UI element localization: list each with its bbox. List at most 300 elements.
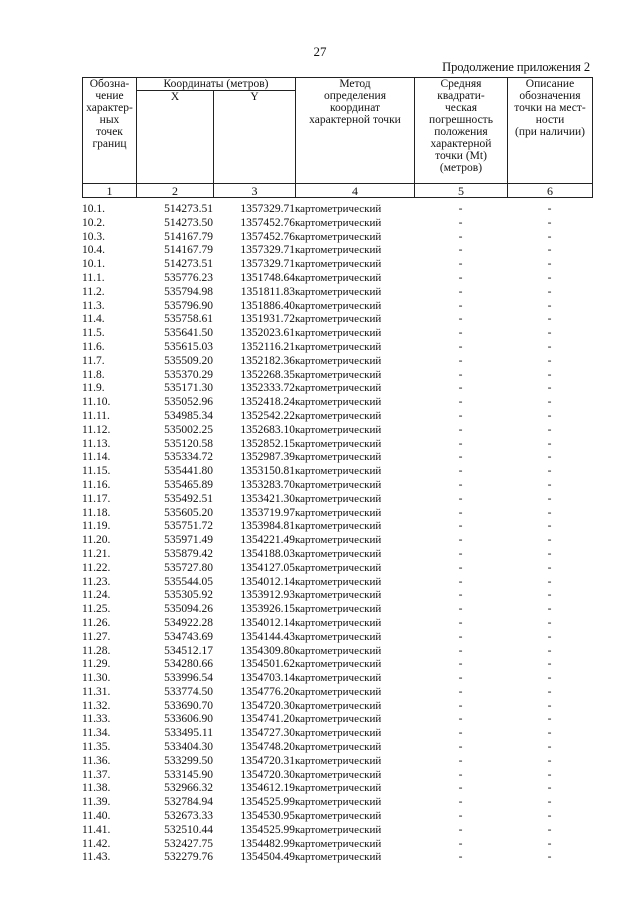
- description-value: -: [547, 299, 552, 312]
- point-id: 11.39.: [82, 796, 111, 809]
- column-number: 6: [508, 184, 593, 198]
- method: картометрический: [295, 465, 382, 478]
- point-id: 10.1.: [82, 203, 105, 215]
- table-row: [82, 382, 592, 396]
- description-value: -: [547, 768, 552, 781]
- table-row: [82, 244, 592, 258]
- x-coordinate: 532673.33: [164, 810, 213, 823]
- method: картометрический: [295, 437, 382, 450]
- table-row: [82, 410, 592, 424]
- y-coordinate: 1354188.03: [240, 547, 295, 560]
- method: картометрический: [295, 713, 382, 726]
- description-value: -: [547, 713, 552, 726]
- y-coordinate: 1352116.21: [240, 340, 295, 353]
- x-coordinate: 535052.96: [164, 396, 213, 409]
- point-id: 11.10.: [82, 396, 111, 409]
- x-coordinate: 533145.90: [164, 768, 213, 781]
- y-coordinate: 1354720.30: [240, 768, 295, 781]
- y-coordinate: 1353984.81: [240, 520, 295, 533]
- x-coordinate: 514273.51: [164, 203, 213, 215]
- method: картометрический: [295, 644, 382, 657]
- table-row: [82, 824, 592, 838]
- description-value: -: [547, 630, 552, 643]
- table-header: [82, 77, 593, 198]
- x-coordinate: 535727.80: [164, 561, 213, 574]
- header-line: характерной точки: [309, 114, 401, 126]
- y-coordinate: 1354144.43: [240, 630, 295, 643]
- column-number: 1: [83, 184, 137, 198]
- description-value: -: [547, 603, 552, 616]
- method: картометрический: [295, 258, 382, 271]
- table-row: [82, 686, 592, 700]
- header-line: точки (Mt): [435, 150, 487, 162]
- method: картометрический: [295, 340, 382, 353]
- point-id: 10.3.: [82, 230, 105, 243]
- point-id: 11.19.: [82, 520, 111, 533]
- error-value: -: [458, 616, 463, 629]
- error-value: -: [458, 534, 463, 547]
- y-coordinate: 1353719.97: [240, 506, 295, 519]
- point-id: 11.4.: [82, 313, 105, 326]
- table-row: [82, 727, 592, 741]
- error-value: -: [458, 465, 463, 478]
- x-coordinate: 535796.90: [164, 299, 213, 312]
- error-value: -: [458, 520, 463, 533]
- description-value: -: [547, 520, 552, 533]
- x-coordinate: 535334.72: [164, 451, 213, 464]
- description-value: -: [547, 644, 552, 657]
- y-coordinate: 1354727.30: [240, 727, 295, 740]
- error-value: -: [458, 796, 463, 809]
- y-coordinate: 1354482.99: [240, 837, 295, 850]
- y-coordinate: 1352542.22: [240, 409, 295, 422]
- table-row: [82, 782, 592, 796]
- method: картометрический: [295, 810, 382, 823]
- table-row: [82, 534, 592, 548]
- error-value: -: [458, 313, 463, 326]
- table-row: [82, 838, 592, 852]
- y-coordinate: 1353926.15: [240, 603, 295, 616]
- point-id: 11.18.: [82, 506, 111, 519]
- method: картометрический: [295, 506, 382, 519]
- y-coordinate: 1352182.36: [240, 354, 295, 367]
- y-coordinate: 1353912.93: [240, 589, 295, 602]
- method: картометрический: [295, 837, 382, 850]
- point-id: 11.11.: [82, 409, 110, 422]
- description-value: -: [547, 810, 552, 823]
- y-coordinate: 1352268.35: [240, 368, 295, 381]
- method: картометрический: [295, 630, 382, 643]
- x-coordinate: 535441.80: [164, 465, 213, 478]
- header-coordinates: Координаты (метров): [137, 78, 296, 91]
- x-coordinate: 535794.98: [164, 285, 213, 298]
- table-row: [82, 451, 592, 465]
- description-value: -: [547, 699, 552, 712]
- header-y: Y: [214, 91, 296, 184]
- table-row: [82, 576, 592, 590]
- y-coordinate: 1354525.99: [240, 823, 295, 836]
- y-coordinate: 1352852.15: [240, 437, 295, 450]
- x-coordinate: 532427.75: [164, 837, 213, 850]
- description-value: -: [547, 796, 552, 809]
- method: картометрический: [295, 203, 382, 215]
- error-value: -: [458, 437, 463, 450]
- y-coordinate: 1354309.80: [240, 644, 295, 657]
- coordinates-table: [82, 203, 592, 865]
- y-coordinate: 1357329.71: [240, 203, 295, 215]
- y-coordinate: 1354776.20: [240, 685, 295, 698]
- point-id: 10.2.: [82, 216, 105, 229]
- description-value: -: [547, 285, 552, 298]
- description-value: -: [547, 616, 552, 629]
- point-id: 11.3.: [82, 299, 105, 312]
- point-id: 11.15.: [82, 465, 111, 478]
- point-id: 11.22.: [82, 561, 111, 574]
- method: картометрический: [295, 699, 382, 712]
- method: картометрический: [295, 492, 382, 505]
- x-coordinate: 532784.94: [164, 796, 213, 809]
- y-coordinate: 1353421.30: [240, 492, 295, 505]
- x-coordinate: 535615.03: [164, 340, 213, 353]
- y-coordinate: 1357452.76: [240, 230, 295, 243]
- method: картометрический: [295, 851, 382, 864]
- point-id: 11.8.: [82, 368, 105, 381]
- description-value: -: [547, 340, 552, 353]
- header-line: (при наличии): [515, 126, 585, 138]
- error-value: -: [458, 575, 463, 588]
- error-value: -: [458, 327, 463, 340]
- point-id: 11.31.: [82, 685, 111, 698]
- x-coordinate: 535120.58: [164, 437, 213, 450]
- point-id: 10.4.: [82, 244, 105, 257]
- description-value: -: [547, 230, 552, 243]
- table-row: [82, 272, 592, 286]
- description-value: -: [547, 782, 552, 795]
- method: картометрический: [295, 561, 382, 574]
- method: картометрический: [295, 244, 382, 257]
- error-value: -: [458, 603, 463, 616]
- method: картометрический: [295, 451, 382, 464]
- x-coordinate: 533606.90: [164, 713, 213, 726]
- error-value: -: [458, 741, 463, 754]
- method: картометрический: [295, 327, 382, 340]
- error-value: -: [458, 216, 463, 229]
- error-value: -: [458, 644, 463, 657]
- table-row: [82, 713, 592, 727]
- header-method: [296, 78, 415, 184]
- method: картометрический: [295, 782, 382, 795]
- header-description: [508, 78, 593, 184]
- point-id: 11.25.: [82, 603, 111, 616]
- header-line: координат: [329, 102, 381, 114]
- header-point-designation: [83, 78, 137, 184]
- description-value: -: [547, 754, 552, 767]
- method: картометрический: [295, 575, 382, 588]
- method: картометрический: [295, 216, 382, 229]
- page-number: 27: [313, 44, 327, 59]
- table-row: [82, 589, 592, 603]
- x-coordinate: 535758.61: [164, 313, 213, 326]
- table-row: [82, 438, 592, 452]
- error-value: -: [458, 672, 463, 685]
- description-value: -: [547, 354, 552, 367]
- method: картометрический: [295, 271, 382, 284]
- y-coordinate: 1352683.10: [240, 423, 295, 436]
- error-value: -: [458, 561, 463, 574]
- error-value: -: [458, 203, 463, 215]
- description-value: -: [547, 216, 552, 229]
- table-row: [82, 258, 592, 272]
- point-id: 11.16.: [82, 478, 111, 491]
- x-coordinate: 535171.30: [164, 382, 213, 395]
- table-row: [82, 548, 592, 562]
- method: картометрический: [295, 313, 382, 326]
- error-value: -: [458, 396, 463, 409]
- description-value: -: [547, 851, 552, 864]
- description-value: -: [547, 575, 552, 588]
- header-line: определения: [323, 90, 386, 102]
- point-id: 11.36.: [82, 754, 111, 767]
- y-coordinate: 1352333.72: [240, 382, 295, 395]
- method: картометрический: [295, 741, 382, 754]
- method: картометрический: [295, 754, 382, 767]
- error-value: -: [458, 354, 463, 367]
- table-row: [82, 396, 592, 410]
- method: картометрический: [295, 589, 382, 602]
- coordinates-table-body: [82, 203, 592, 865]
- x-coordinate: 532279.76: [164, 851, 213, 864]
- x-coordinate: 535879.42: [164, 547, 213, 560]
- error-value: -: [458, 589, 463, 602]
- error-value: -: [458, 837, 463, 850]
- error-value: -: [458, 285, 463, 298]
- header-line: Описание: [525, 78, 575, 90]
- error-value: -: [458, 547, 463, 560]
- point-id: 11.29.: [82, 658, 111, 671]
- method: картометрический: [295, 299, 382, 312]
- point-id: 11.24.: [82, 589, 111, 602]
- header-line: характерной: [430, 138, 492, 150]
- point-id: 11.1.: [82, 271, 105, 284]
- header-line: чение: [95, 90, 124, 102]
- error-value: -: [458, 754, 463, 767]
- y-coordinate: 1354504.49: [240, 851, 295, 864]
- point-id: 11.28.: [82, 644, 111, 657]
- x-coordinate: 535305.92: [164, 589, 213, 602]
- description-value: -: [547, 313, 552, 326]
- column-number: 3: [214, 184, 296, 198]
- x-coordinate: 514273.50: [164, 216, 213, 229]
- table-row: [82, 286, 592, 300]
- x-coordinate: 514167.79: [164, 230, 213, 243]
- table-row: [82, 313, 592, 327]
- description-value: -: [547, 382, 552, 395]
- point-id: 11.13.: [82, 437, 111, 450]
- description-value: -: [547, 492, 552, 505]
- description-value: -: [547, 271, 552, 284]
- method: картометрический: [295, 616, 382, 629]
- point-id: 11.42.: [82, 837, 111, 850]
- table-row: [82, 755, 592, 769]
- y-coordinate: 1353150.81: [240, 465, 295, 478]
- y-coordinate: 1357329.71: [240, 258, 295, 271]
- x-coordinate: 535544.05: [164, 575, 213, 588]
- table-row: [82, 851, 592, 865]
- header-line: Средняя: [440, 78, 482, 90]
- table-row: [82, 300, 592, 314]
- x-coordinate: 533774.50: [164, 685, 213, 698]
- header-line: положения: [434, 126, 488, 138]
- error-value: -: [458, 299, 463, 312]
- error-value: -: [458, 271, 463, 284]
- header-line: (метров): [439, 162, 483, 174]
- y-coordinate: 1354748.20: [240, 741, 295, 754]
- header-line: обозначения: [519, 90, 581, 102]
- method: картометрический: [295, 382, 382, 395]
- table-row: [82, 700, 592, 714]
- method: картометрический: [295, 796, 382, 809]
- table-row: [82, 217, 592, 231]
- x-coordinate: 535370.29: [164, 368, 213, 381]
- method: картометрический: [295, 534, 382, 547]
- table-row: [82, 658, 592, 672]
- header-line: границ: [92, 138, 127, 150]
- point-id: 11.43.: [82, 851, 111, 864]
- point-id: 11.32.: [82, 699, 111, 712]
- table-row: [82, 203, 592, 217]
- table-row: [82, 465, 592, 479]
- error-value: -: [458, 823, 463, 836]
- error-value: -: [458, 685, 463, 698]
- x-coordinate: 534280.66: [164, 658, 213, 671]
- y-coordinate: 1352023.61: [240, 327, 295, 340]
- x-coordinate: 533404.30: [164, 741, 213, 754]
- table-row: [82, 327, 592, 341]
- y-coordinate: 1354501.62: [240, 658, 295, 671]
- point-id: 11.40.: [82, 810, 111, 823]
- description-value: -: [547, 437, 552, 450]
- y-coordinate: 1357329.71: [240, 244, 295, 257]
- method: картометрический: [295, 658, 382, 671]
- error-value: -: [458, 258, 463, 271]
- x-coordinate: 533495.11: [164, 727, 213, 740]
- table-row: [82, 479, 592, 493]
- y-coordinate: 1354012.14: [240, 575, 295, 588]
- method: картометрический: [295, 547, 382, 560]
- description-value: -: [547, 478, 552, 491]
- y-coordinate: 1351886.40: [240, 299, 295, 312]
- table-row: [82, 617, 592, 631]
- header-error: [415, 78, 508, 184]
- x-coordinate: 535492.51: [164, 492, 213, 505]
- y-coordinate: 1351931.72: [240, 313, 295, 326]
- column-number: 4: [296, 184, 415, 198]
- method: картометрический: [295, 396, 382, 409]
- table-row: [82, 520, 592, 534]
- method: картометрический: [295, 423, 382, 436]
- description-value: -: [547, 672, 552, 685]
- error-value: -: [458, 699, 463, 712]
- point-id: 11.34.: [82, 727, 111, 740]
- x-coordinate: 535002.25: [164, 423, 213, 436]
- error-value: -: [458, 506, 463, 519]
- y-coordinate: 1354741.20: [240, 713, 295, 726]
- method: картометрический: [295, 230, 382, 243]
- y-coordinate: 1354221.49: [240, 534, 295, 547]
- description-value: -: [547, 203, 552, 215]
- column-number: 2: [137, 184, 214, 198]
- x-coordinate: 534985.34: [164, 409, 213, 422]
- error-value: -: [458, 244, 463, 257]
- point-id: 11.2.: [82, 285, 105, 298]
- table-row: [82, 341, 592, 355]
- table-row: [82, 355, 592, 369]
- point-id: 11.9.: [82, 382, 105, 395]
- x-coordinate: 514273.51: [164, 258, 213, 271]
- error-value: -: [458, 810, 463, 823]
- table-row: [82, 769, 592, 783]
- header-line: ческая: [444, 102, 478, 114]
- error-value: -: [458, 478, 463, 491]
- x-coordinate: 533690.70: [164, 699, 213, 712]
- table-row: [82, 741, 592, 755]
- x-coordinate: 535465.89: [164, 478, 213, 491]
- method: картометрический: [295, 672, 382, 685]
- point-id: 11.12.: [82, 423, 111, 436]
- point-id: 11.7.: [82, 354, 105, 367]
- error-value: -: [458, 658, 463, 671]
- y-coordinate: 1354525.99: [240, 796, 295, 809]
- x-coordinate: 514167.79: [164, 244, 213, 257]
- description-value: -: [547, 409, 552, 422]
- error-value: -: [458, 851, 463, 864]
- x-coordinate: 534922.28: [164, 616, 213, 629]
- x-coordinate: 535509.20: [164, 354, 213, 367]
- method: картометрический: [295, 368, 382, 381]
- point-id: 11.20.: [82, 534, 111, 547]
- y-coordinate: 1354530.95: [240, 810, 295, 823]
- point-id: 11.26.: [82, 616, 111, 629]
- column-number: 5: [415, 184, 508, 198]
- point-id: 11.38.: [82, 782, 111, 795]
- point-id: 11.27.: [82, 630, 111, 643]
- description-value: -: [547, 396, 552, 409]
- table-row: [82, 603, 592, 617]
- y-coordinate: 1353283.70: [240, 478, 295, 491]
- description-value: -: [547, 465, 552, 478]
- description-value: -: [547, 423, 552, 436]
- table-row: [82, 493, 592, 507]
- description-value: -: [547, 741, 552, 754]
- method: картометрический: [295, 768, 382, 781]
- description-value: -: [547, 589, 552, 602]
- y-coordinate: 1351748.64: [240, 271, 295, 284]
- method: картометрический: [295, 727, 382, 740]
- x-coordinate: 532966.32: [164, 782, 213, 795]
- method: картометрический: [295, 354, 382, 367]
- x-coordinate: 532510.44: [164, 823, 213, 836]
- point-id: 11.30.: [82, 672, 111, 685]
- table-row: [82, 672, 592, 686]
- table-row: [82, 631, 592, 645]
- description-value: -: [547, 823, 552, 836]
- error-value: -: [458, 340, 463, 353]
- header-line: точек: [96, 126, 123, 138]
- point-id: 11.5.: [82, 327, 105, 340]
- description-value: -: [547, 534, 552, 547]
- y-coordinate: 1354127.05: [240, 561, 295, 574]
- error-value: -: [458, 782, 463, 795]
